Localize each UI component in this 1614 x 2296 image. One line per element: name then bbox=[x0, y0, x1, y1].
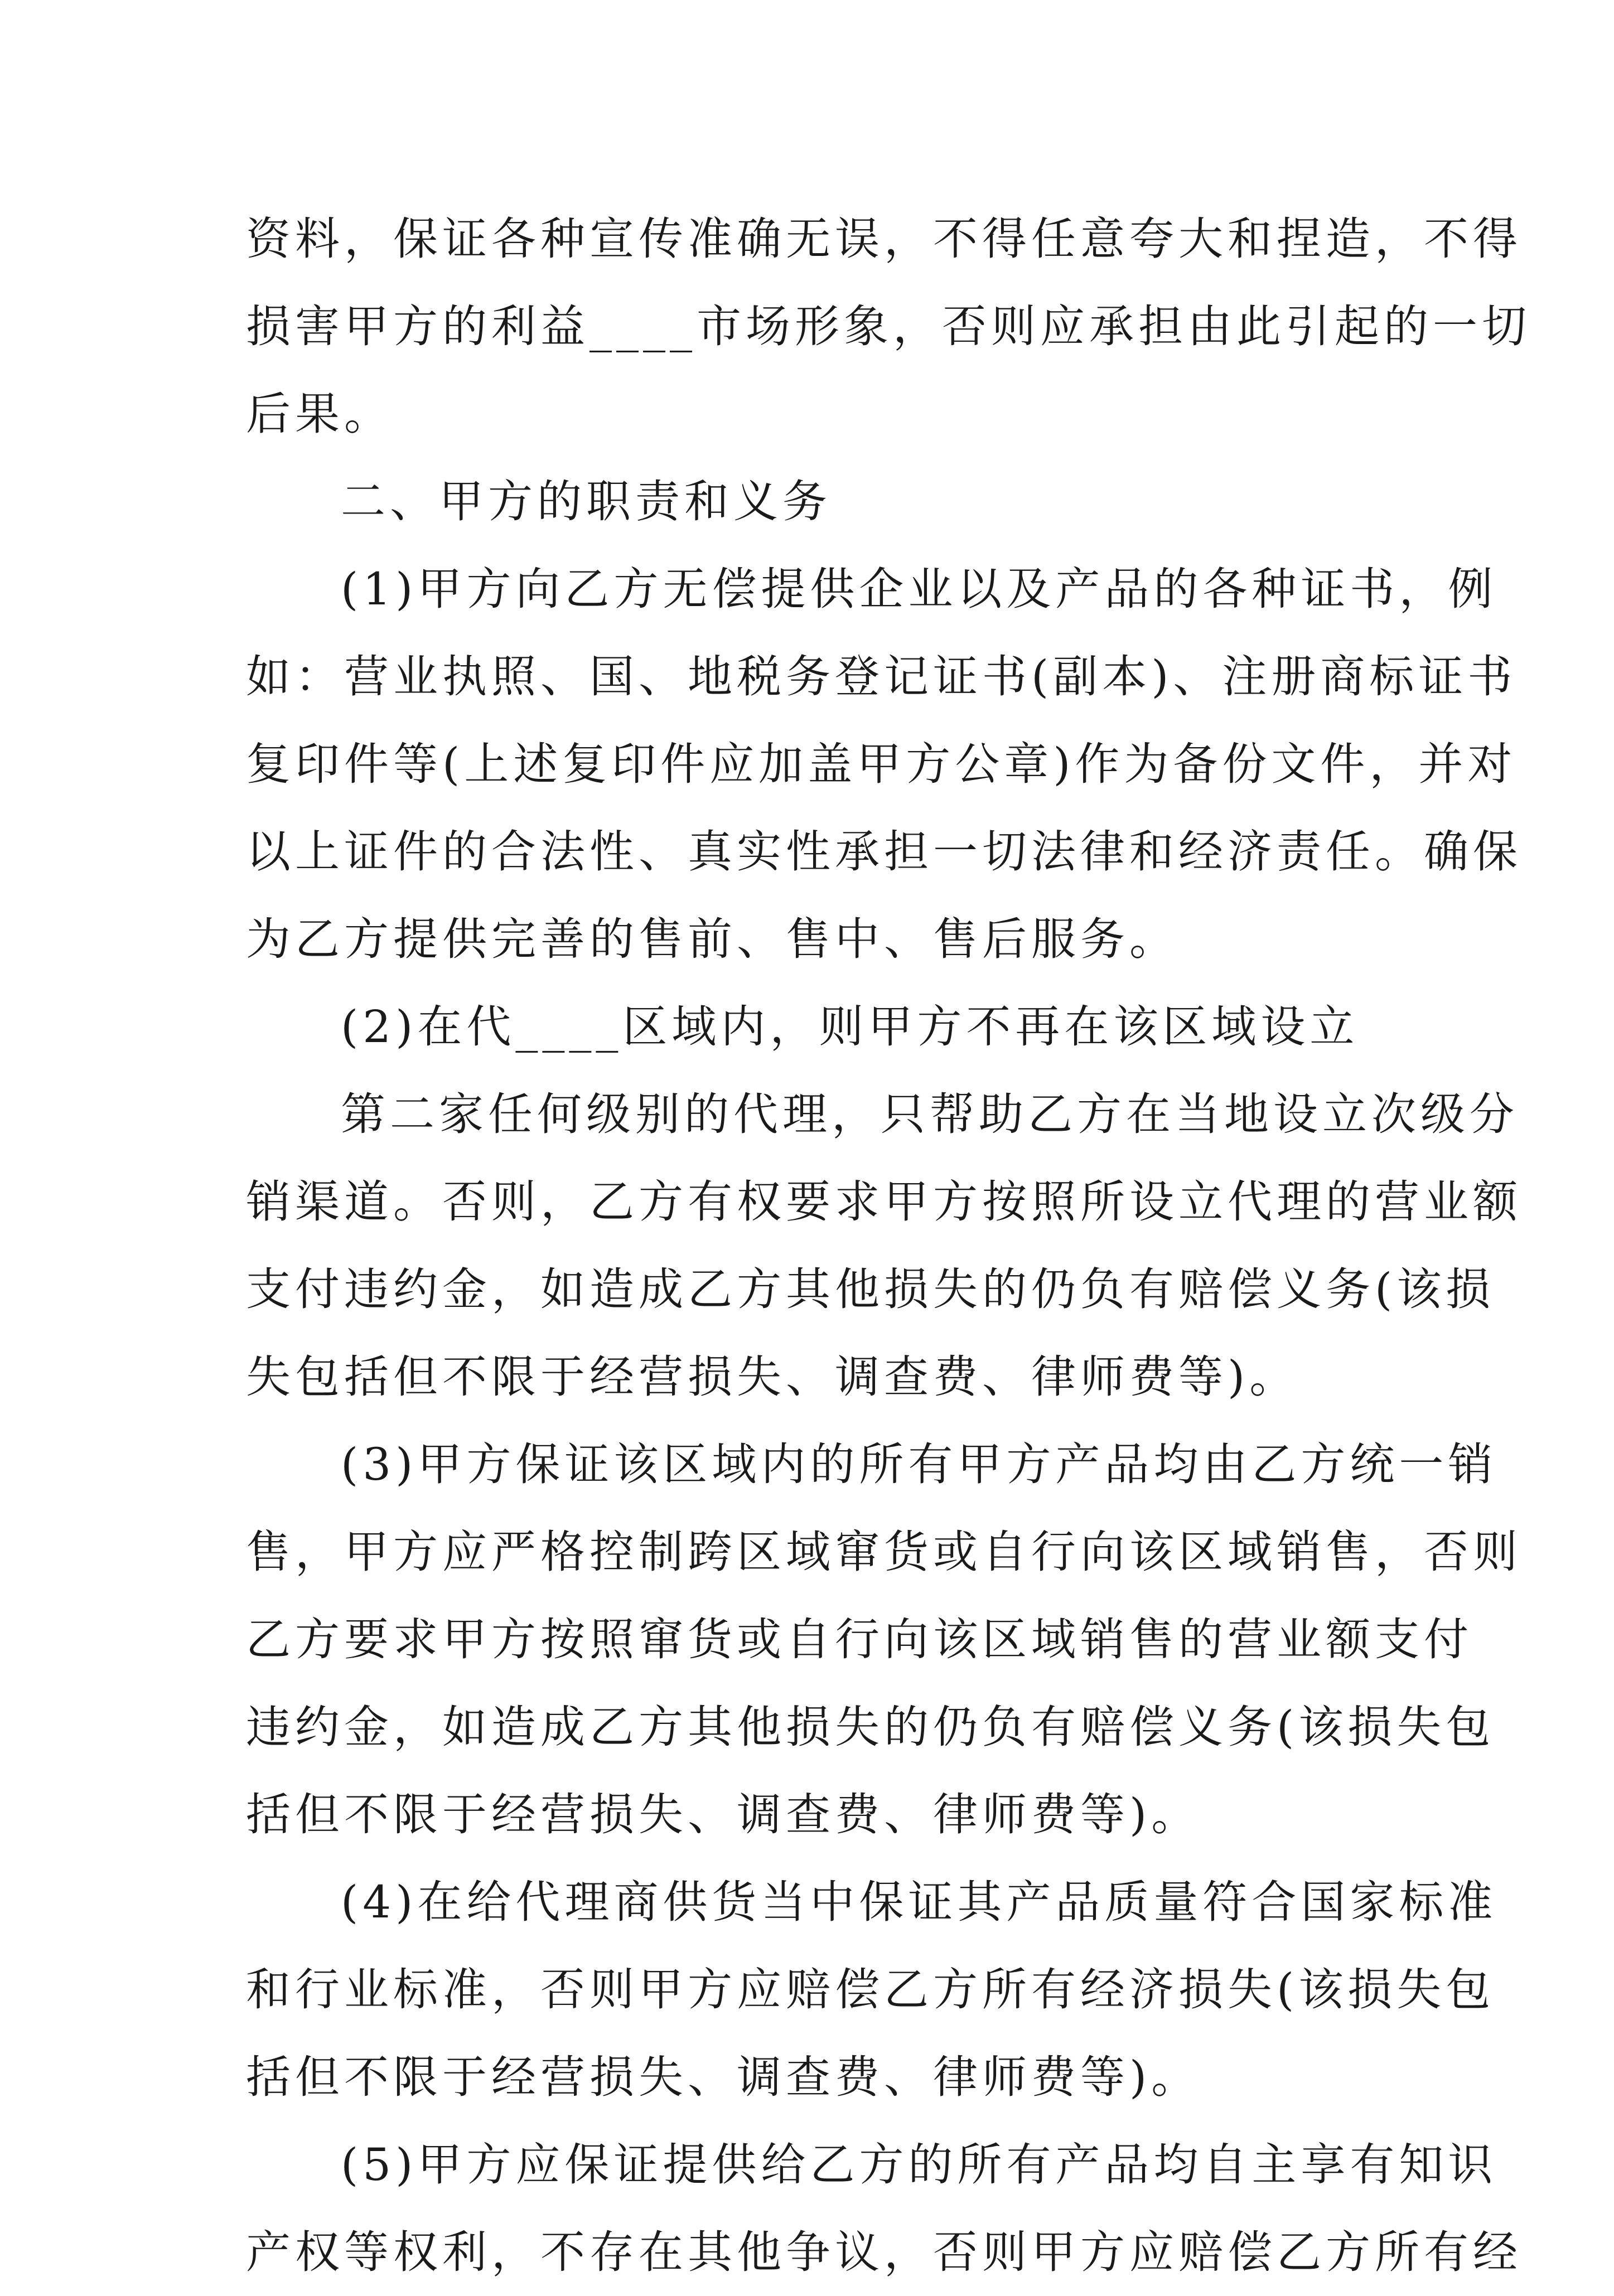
text-line: 和行业标准，否则甲方应赔偿乙方所有经济损失(该损失包 bbox=[246, 1964, 1495, 2016]
document-body bbox=[246, 195, 1531, 2296]
section-heading: 二、甲方的职责和义务 bbox=[341, 476, 832, 527]
text-line: (4)在给代理商供货当中保证其产品质量符合国家标准 bbox=[341, 1876, 1497, 1928]
text-line: 括但不限于经营损失、调查费、律师费等)。 bbox=[246, 1789, 1201, 1840]
text-line: 产权等权利，不存在其他争议，否则甲方应赔偿乙方所有经 bbox=[246, 2226, 1522, 2278]
text-line: 售，甲方应严格控制跨区域窜货或自行向该区域销售，否则 bbox=[246, 1526, 1522, 1578]
text-line: 乙方要求甲方按照窜货或自行向该区域销售的营业额支付 bbox=[246, 1614, 1473, 1665]
text-line: 违约金，如造成乙方其他损失的仍负有赔偿义务(该损失包 bbox=[246, 1701, 1495, 1753]
text-line: 第二家任何级别的代理，只帮助乙方在当地设立次级分 bbox=[341, 1088, 1519, 1140]
text-line: 复印件等(上述复印件应加盖甲方公章)作为备份文件，并对 bbox=[246, 738, 1517, 790]
text-line: (2)在代____区域内，则甲方不再在该区域设立 bbox=[341, 1001, 1359, 1053]
text-line: 为乙方提供完善的售前、售中、售后服务。 bbox=[246, 913, 1178, 965]
text-line: 支付违约金，如造成乙方其他损失的仍负有赔偿义务(该损 bbox=[246, 1263, 1495, 1315]
text-line: 后果。 bbox=[246, 388, 393, 440]
text-line: (5)甲方应保证提供给乙方的所有产品均自主享有知识 bbox=[341, 2139, 1497, 2191]
text-line: 损害甲方的利益____市场形象，否则应承担由此引起的一切 bbox=[246, 301, 1531, 352]
text-line: 失包括但不限于经营损失、调查费、律师费等)。 bbox=[246, 1351, 1299, 1403]
text-line: 括但不限于经营损失、调查费、律师费等)。 bbox=[246, 2051, 1201, 2103]
text-line: 如：营业执照、国、地税务登记证书(副本)、注册商标证书 bbox=[246, 651, 1517, 703]
text-line: 以上证件的合法性、真实性承担一切法律和经济责任。确保 bbox=[246, 826, 1522, 878]
text-line: 资料，保证各种宣传准确无误，不得任意夸大和捏造，不得 bbox=[246, 213, 1522, 265]
text-line: (3)甲方保证该区域内的所有甲方产品均由乙方统一销 bbox=[341, 1438, 1497, 1490]
text-line: 销渠道。否则，乙方有权要求甲方按照所设立代理的营业额 bbox=[246, 1176, 1522, 1228]
text-line: (1)甲方向乙方无偿提供企业以及产品的各种证书，例 bbox=[341, 563, 1497, 615]
